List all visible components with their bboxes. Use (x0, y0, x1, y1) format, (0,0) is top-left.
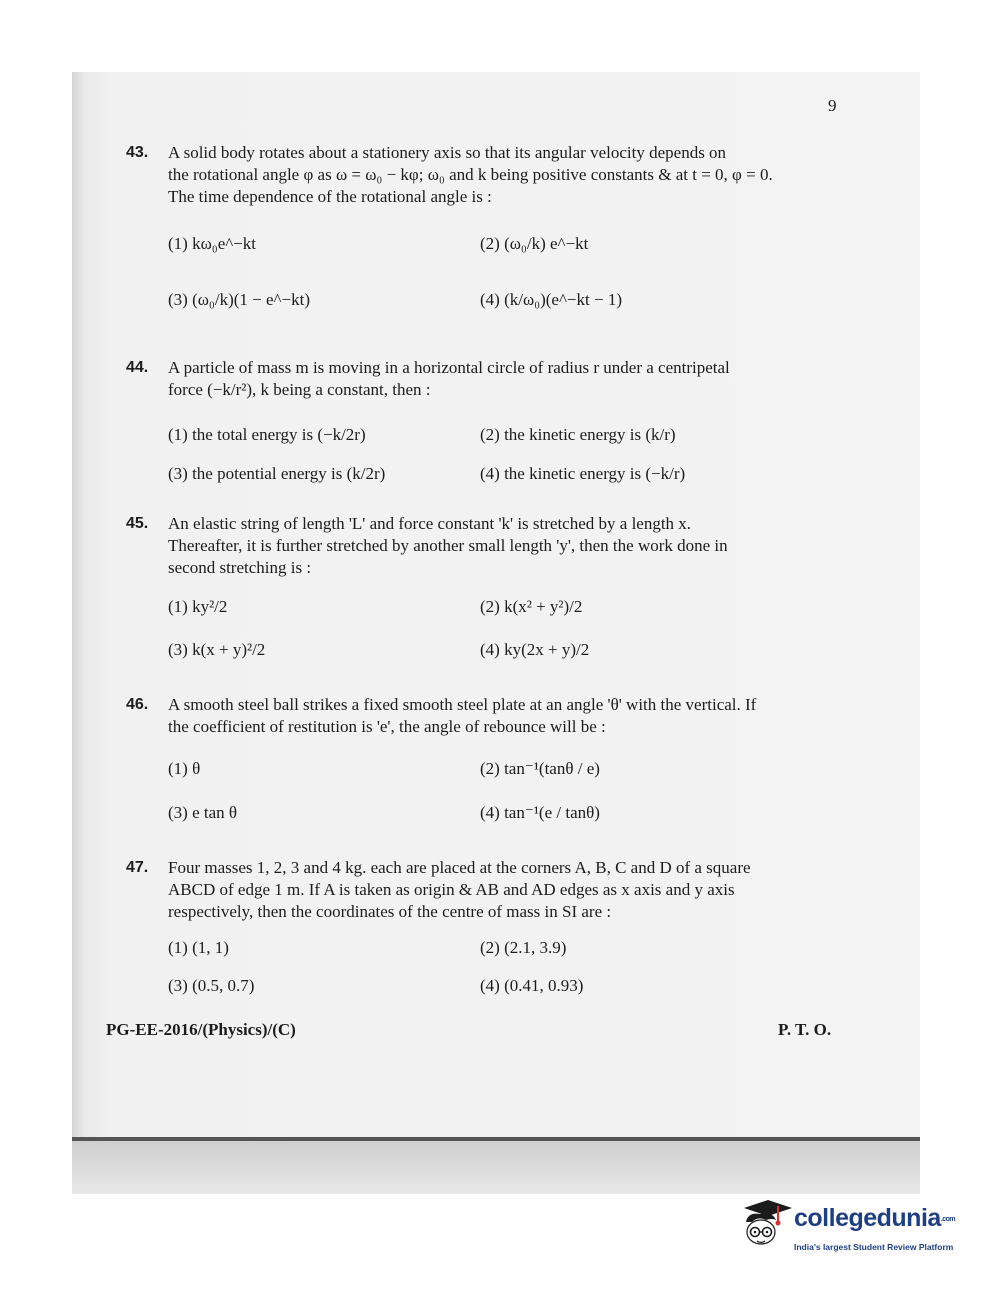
question-text (168, 694, 830, 738)
option-43-2: (2) (ω₀/k) e^−kt (480, 234, 589, 253)
option-44-2: (2) the kinetic energy is (k/r) (480, 425, 676, 444)
option-45-3: (3) k(x + y)²/2 (168, 640, 266, 659)
option-47-4: (4) (0.41, 0.93) (480, 976, 584, 995)
question-line: the rotational angle φ as ω = ω₀ − kφ; ω₀ and k being positive constants & at t = 0, φ = 0. (168, 165, 773, 184)
question-line: Four masses 1, 2, 3 and 4 kg. each are placed at the corners A, B, C and D of a square (168, 858, 751, 877)
option-45-2: (2) k(x² + y²)/2 (480, 597, 583, 616)
question-text (168, 513, 830, 579)
option-44-3: (3) the potential energy is (k/2r) (168, 464, 386, 483)
question-text (168, 357, 830, 401)
option-46-4: (4) tan⁻¹(e / tanθ) (480, 803, 600, 822)
option-47-1: (1) (1, 1) (168, 938, 229, 957)
graduate-face-icon (738, 1198, 794, 1258)
option-43-1: (1) kω₀e^−kt (168, 234, 257, 253)
option-46-1: (1) θ (168, 759, 201, 778)
question-line: Thereafter, it is further stretched by another small length 'y', then the work done in (168, 536, 728, 555)
question-line: force (−k/r²), k being a constant, then : (168, 380, 431, 399)
question-text (168, 857, 830, 923)
question-number: 43. (126, 144, 149, 161)
question-line: ABCD of edge 1 m. If A is taken as origin & AB and AD edges as x axis and y axis (168, 880, 735, 899)
question-line: A solid body rotates about a stationery axis so that its angular velocity depends on (168, 143, 727, 162)
question-line: the coefficient of restitution is 'e', the angle of rebounce will be : (168, 717, 606, 736)
question-line: An elastic string of length 'L' and force constant 'k' is stretched by a length x. (168, 514, 692, 533)
question-line: respectively, then the coordinates of the centre of mass in SI are : (168, 902, 612, 921)
option-46-3: (3) e tan θ (168, 803, 238, 822)
please-turn-over: P. T. O. (778, 1020, 832, 1039)
paper-code: PG-EE-2016/(Physics)/(C) (106, 1020, 296, 1039)
page-shadow (72, 1141, 920, 1194)
question-line: A smooth steel ball strikes a fixed smooth steel plate at an angle 'θ' with the vertical. If (168, 695, 757, 714)
question-line: second stretching is : (168, 558, 312, 577)
question-line: The time dependence of the rotational angle is : (168, 187, 492, 206)
option-45-4: (4) ky(2x + y)/2 (480, 640, 590, 659)
option-43-3: (3) (ω₀/k)(1 − e^−kt) (168, 290, 310, 309)
collegedunia-logo[interactable] (738, 1196, 968, 1264)
option-47-2: (2) (2.1, 3.9) (480, 938, 567, 957)
question-number: 46. (126, 696, 149, 713)
option-46-2: (2) tan⁻¹(tanθ / e) (480, 759, 600, 778)
option-45-1: (1) ky²/2 (168, 597, 228, 616)
question-line: A particle of mass m is moving in a horizontal circle of radius r under a centripetal (168, 358, 730, 377)
option-44-1: (1) the total energy is (−k/2r) (168, 425, 366, 444)
option-47-3: (3) (0.5, 0.7) (168, 976, 255, 995)
question-number: 47. (126, 859, 149, 876)
option-44-4: (4) the kinetic energy is (−k/r) (480, 464, 686, 483)
question-text (168, 142, 830, 208)
logo-tagline: India's largest Student Review Platform (794, 1242, 954, 1252)
question-number: 44. (126, 359, 149, 376)
page-number: 9 (828, 96, 837, 115)
question-number: 45. (126, 515, 149, 532)
logo-wordmark: collegedunia.com (794, 1204, 956, 1232)
option-43-4: (4) (k/ω₀)(e^−kt − 1) (480, 290, 622, 309)
